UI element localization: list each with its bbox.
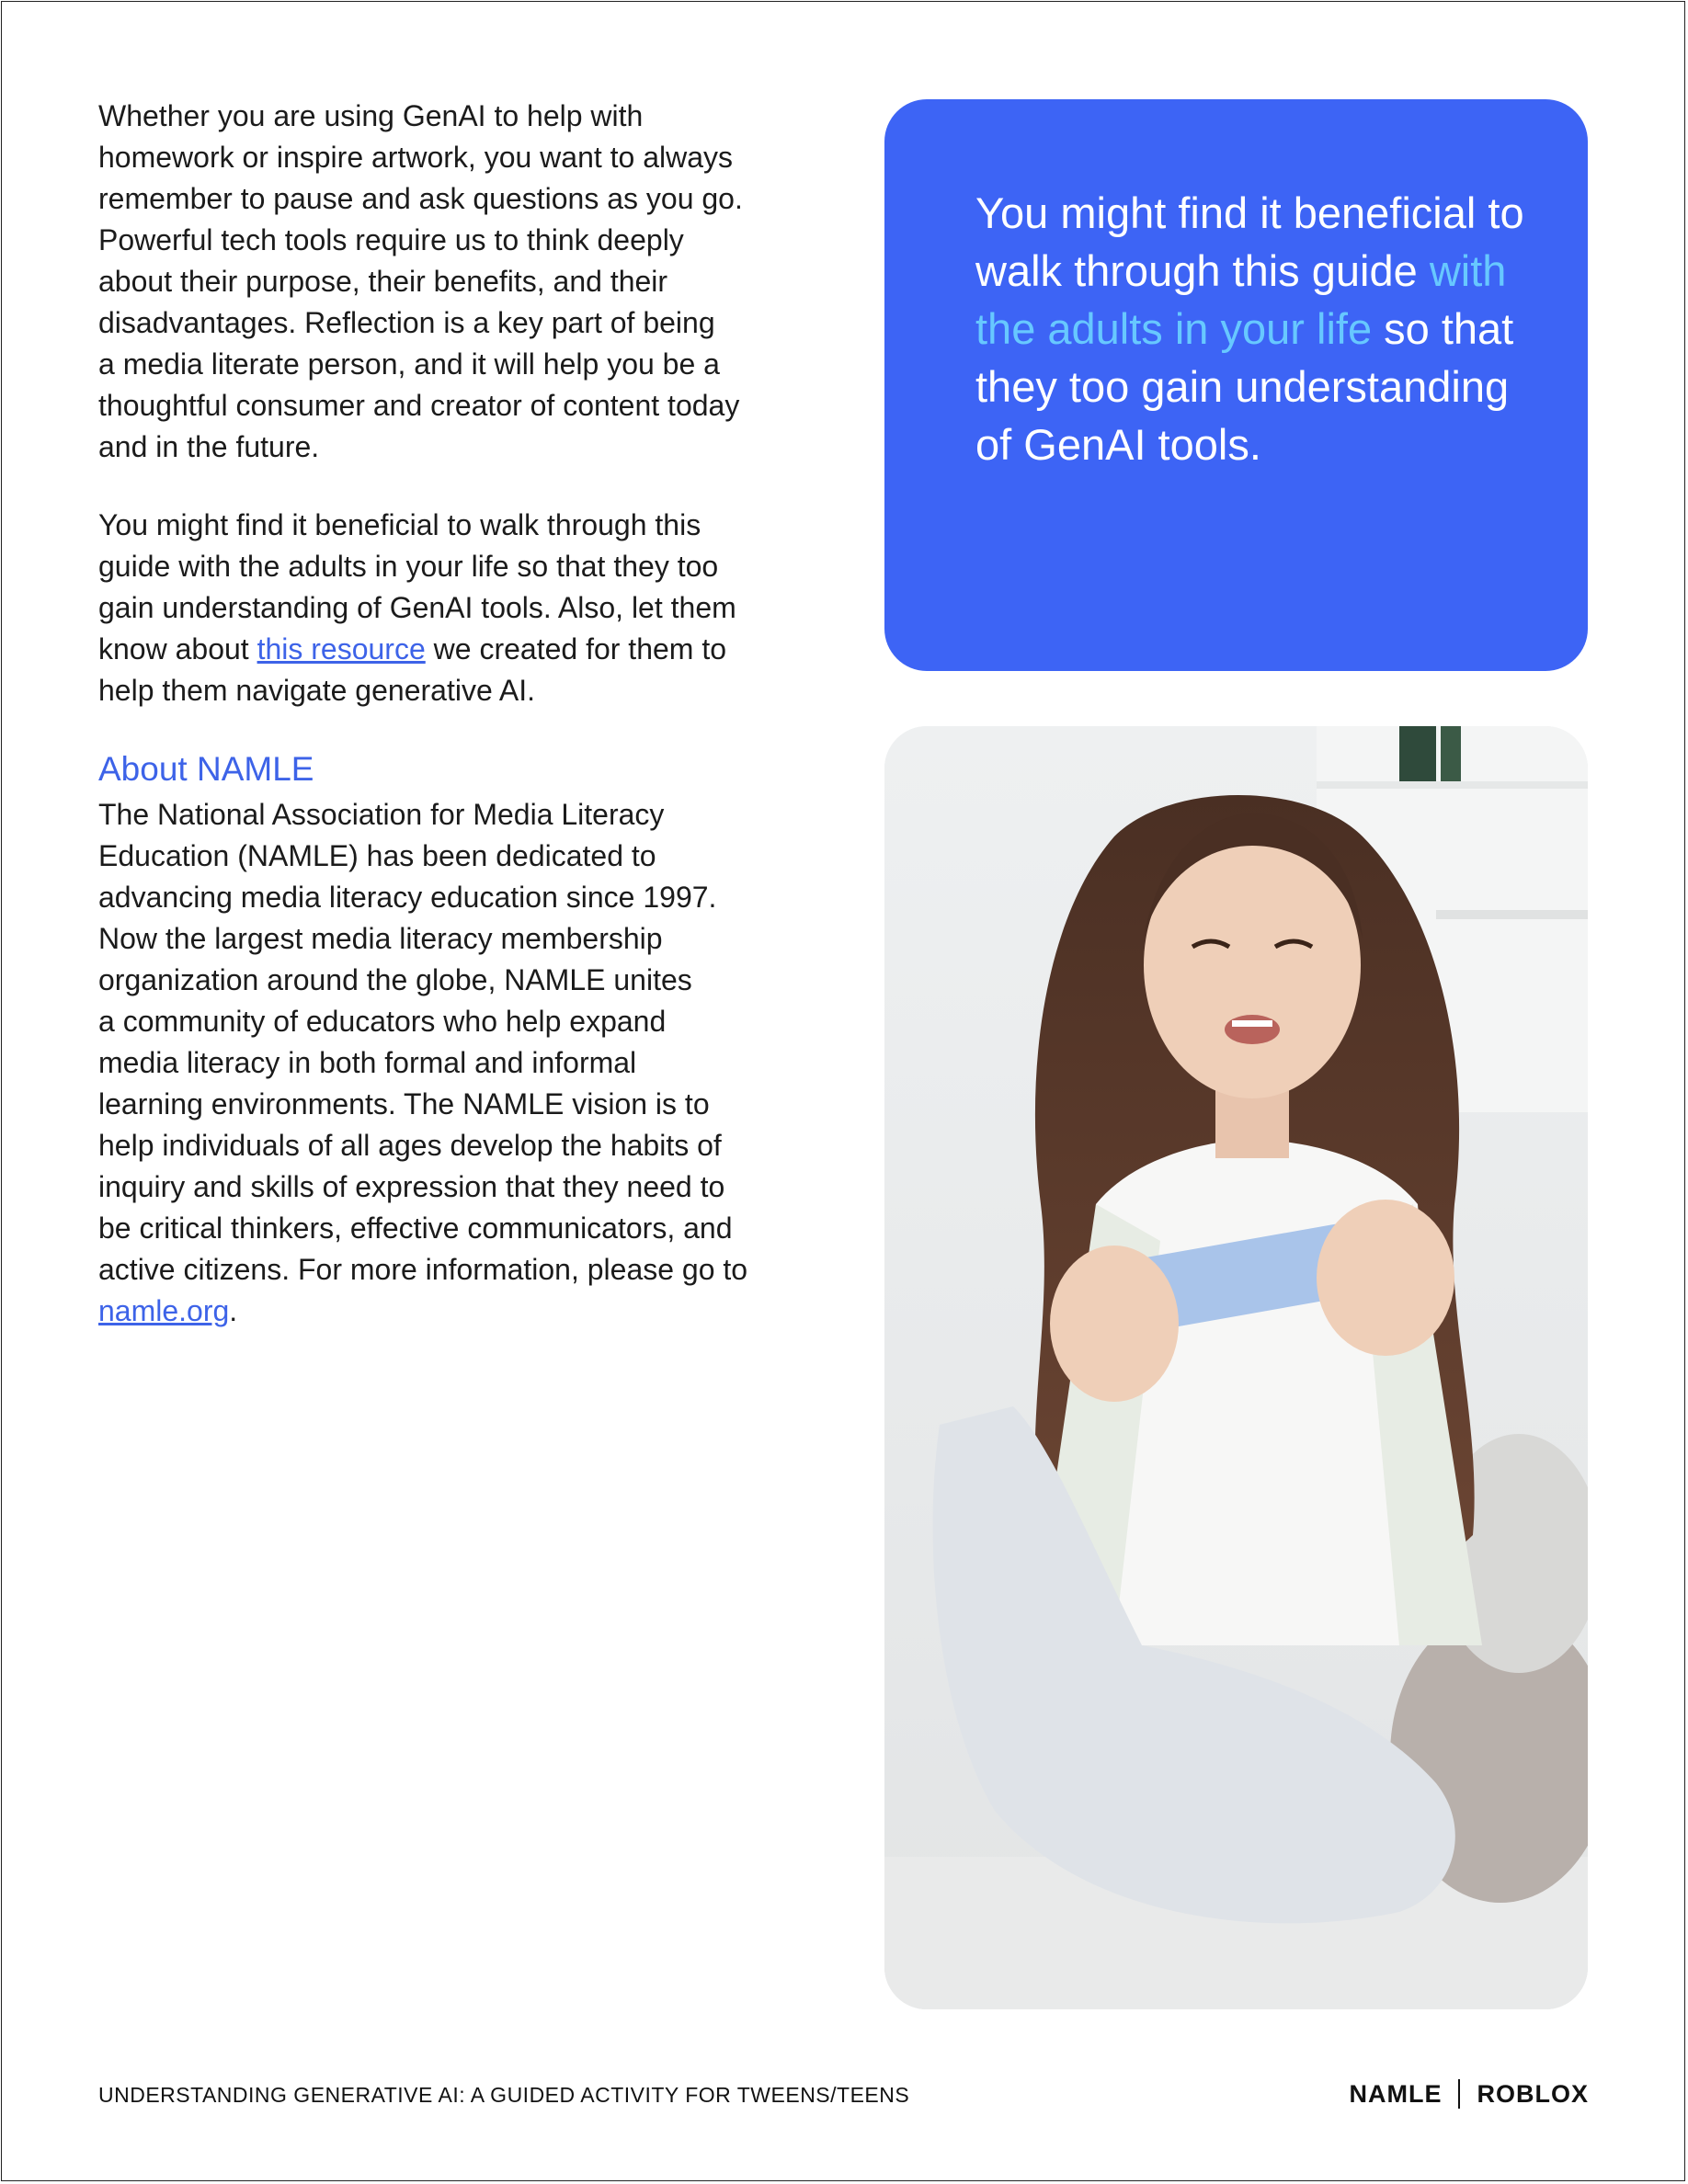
callout-text [975, 184, 1533, 473]
adults-paragraph [98, 505, 825, 711]
about-heading: About NAMLE [98, 750, 314, 788]
callout-text-start: You might find it beneficial to walk through this guide [975, 188, 1524, 295]
callout-text-end: so that they too gain understanding of GenAI tools. [975, 304, 1514, 469]
namle-logo: NAMLE [1349, 2079, 1443, 2108]
adults-paragraph-text: You might find it beneficial to walk through this guide with the adults in your life so that they too gain understanding of GenAI tools. Also, let them know about [98, 508, 736, 665]
callout-box [884, 99, 1588, 671]
intro-paragraph: Whether you are using GenAI to help with homework or inspire artwork, you want to always remember to pause and ask questions as you go. Powerful tech tools require us to think deeply about their purpose, their benefits, and their disadvantages. Reflection is a key part of being a media literate person, and it will help you be a thoughtful consumer and creator of content today and in the future. [98, 99, 743, 463]
footer-title: UNDERSTANDING GENERATIVE AI: A GUIDED ACTIVITY FOR TWEENS/TEENS [98, 2083, 910, 2107]
left-column [98, 96, 825, 1369]
about-body: The National Association for Media Literacy Education (NAMLE) has been dedicated to advancing media literacy education since 1997. Now the largest media literacy membership organization around the globe, NAMLE unites a community of educators who help expand media literacy in both formal and informal learning environments. The NAMLE vision is to help individuals of all ages develop the habits of inquiry and skills of expression that they need to be critical thinkers, effective communicators, and active citizens. For more information, please go to [98, 798, 748, 1286]
roblox-logo: ROBLOX [1477, 2079, 1589, 2108]
photo-girl-with-phone [884, 726, 1588, 2009]
photo-illustration [884, 726, 1588, 2009]
this-resource-link[interactable]: this resource [257, 632, 426, 665]
adults-paragraph-text-end: we created for them to help them navigate generative AI. [98, 632, 727, 707]
footer-logos [1349, 2079, 1589, 2109]
about-period: . [229, 1294, 238, 1327]
callout-highlight: with the adults in your life [975, 246, 1507, 353]
about-paragraph [98, 794, 825, 1332]
namle-link[interactable]: namle.org [98, 1294, 230, 1327]
logo-divider [1458, 2079, 1460, 2109]
